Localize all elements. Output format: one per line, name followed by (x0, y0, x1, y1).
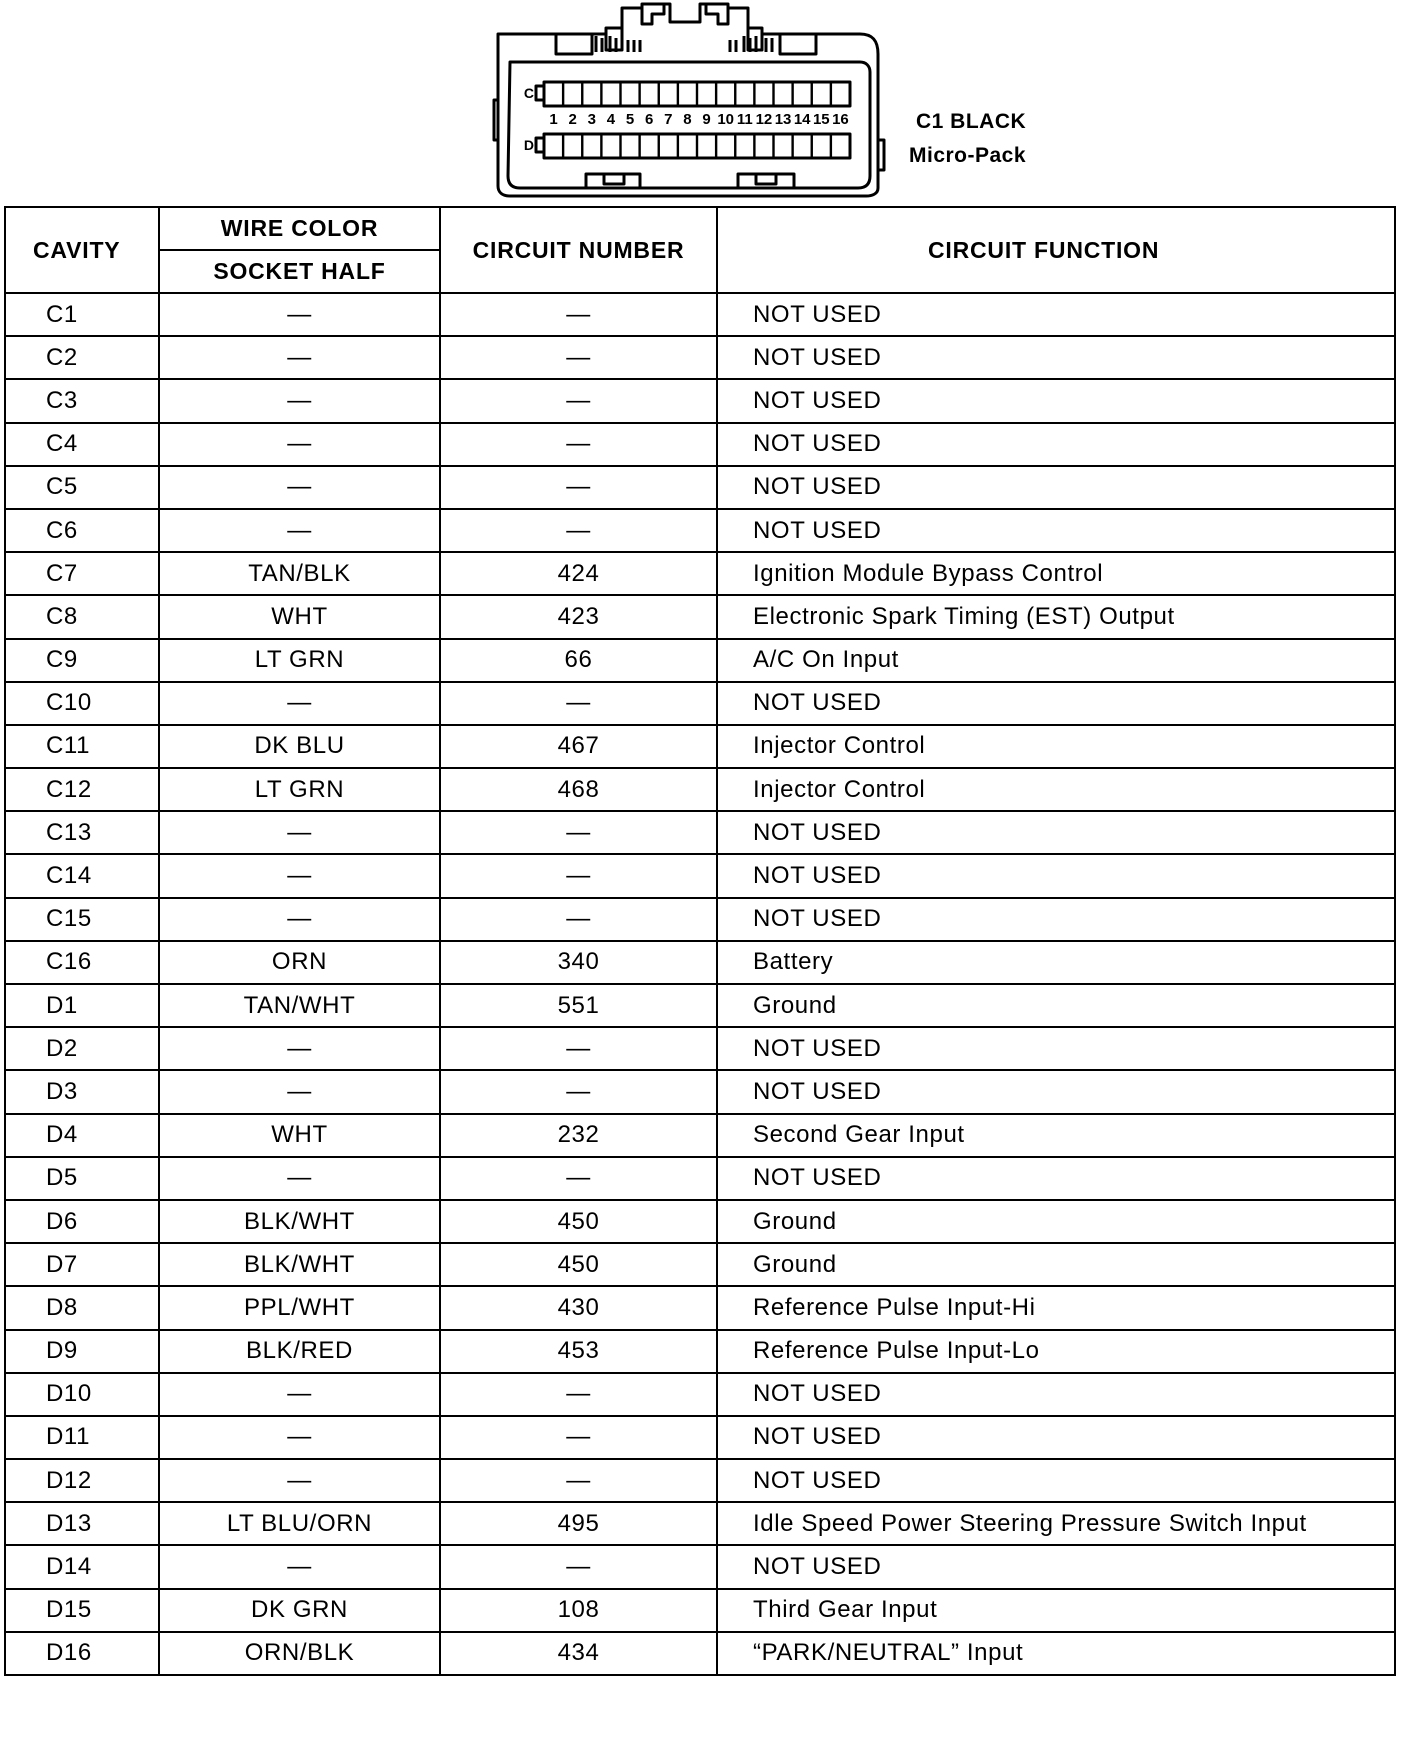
table-row (5, 768, 1395, 811)
circuit-number-cell: — (440, 466, 717, 509)
pin-number-label: 7 (664, 111, 673, 128)
table-row (5, 1070, 1395, 1113)
circuit-number-cell: — (440, 1459, 717, 1502)
table-row (5, 379, 1395, 422)
cavity-cell: D15 (5, 1589, 159, 1632)
row-c-marker: C (523, 85, 534, 101)
circuit-number-cell: 450 (440, 1200, 717, 1243)
circuit-number-cell: 434 (440, 1632, 717, 1675)
cavity-cell: D2 (5, 1027, 159, 1070)
cavity-cell: C8 (5, 595, 159, 638)
circuit-number-cell: 424 (440, 552, 717, 595)
wire-color-cell: — (159, 1070, 440, 1113)
wire-color-cell: — (159, 1373, 440, 1416)
table-row (5, 898, 1395, 941)
circuit-function-cell: Battery (717, 941, 1395, 984)
header-wire-color: WIRE COLOR (159, 207, 440, 250)
cavity-cell: C11 (5, 725, 159, 768)
cavity-cell: D7 (5, 1243, 159, 1286)
wire-color-cell: — (159, 682, 440, 725)
pin-number-label: 14 (793, 111, 811, 128)
wire-color-cell: WHT (159, 1114, 440, 1157)
circuit-function-cell: Ignition Module Bypass Control (717, 552, 1395, 595)
wire-color-cell: — (159, 1416, 440, 1459)
table-row (5, 1459, 1395, 1502)
circuit-function-cell: NOT USED (717, 293, 1395, 336)
cavity-cell: D4 (5, 1114, 159, 1157)
circuit-number-cell: — (440, 682, 717, 725)
cavity-cell: C9 (5, 639, 159, 682)
circuit-function-cell: NOT USED (717, 811, 1395, 854)
circuit-function-cell: Ground (717, 984, 1395, 1027)
circuit-number-cell: — (440, 1070, 717, 1113)
wire-color-cell: DK BLU (159, 725, 440, 768)
header-cavity: CAVITY (5, 207, 159, 293)
circuit-function-cell: Electronic Spark Timing (EST) Output (717, 595, 1395, 638)
circuit-function-cell: NOT USED (717, 509, 1395, 552)
cavity-cell: D13 (5, 1502, 159, 1545)
circuit-number-cell: — (440, 898, 717, 941)
table-row (5, 1243, 1395, 1286)
cavity-cell: D11 (5, 1416, 159, 1459)
circuit-function-cell: Reference Pulse Input-Lo (717, 1330, 1395, 1373)
cavity-cell: C1 (5, 293, 159, 336)
circuit-number-cell: 108 (440, 1589, 717, 1632)
pin-number-label: 15 (812, 111, 830, 128)
circuit-number-cell: 551 (440, 984, 717, 1027)
circuit-number-cell: — (440, 293, 717, 336)
table-row (5, 1157, 1395, 1200)
circuit-function-cell: NOT USED (717, 682, 1395, 725)
pin-number-label: 10 (717, 111, 735, 128)
wire-color-cell: — (159, 1459, 440, 1502)
table-row (5, 682, 1395, 725)
connector-bottom-tab-right (738, 174, 794, 188)
circuit-number-cell: 468 (440, 768, 717, 811)
cavity-cell: C12 (5, 768, 159, 811)
cavity-cell: D5 (5, 1157, 159, 1200)
wire-color-cell: PPL/WHT (159, 1286, 440, 1329)
table-row (5, 1114, 1395, 1157)
cavity-cell: C6 (5, 509, 159, 552)
table-row (5, 639, 1395, 682)
circuit-function-cell: NOT USED (717, 379, 1395, 422)
circuit-function-cell: Reference Pulse Input-Hi (717, 1286, 1395, 1329)
wire-color-cell: ORN/BLK (159, 1632, 440, 1675)
table-row (5, 1589, 1395, 1632)
circuit-number-cell: — (440, 1157, 717, 1200)
wire-color-cell: — (159, 379, 440, 422)
connector-top-lock-right (780, 34, 816, 54)
circuit-function-cell: NOT USED (717, 336, 1395, 379)
header-socket-half: SOCKET HALF (159, 250, 440, 293)
circuit-function-cell: NOT USED (717, 1416, 1395, 1459)
circuit-number-cell: 495 (440, 1502, 717, 1545)
circuit-number-cell: 450 (440, 1243, 717, 1286)
connector-type: Micro-Pack (909, 144, 1027, 167)
wire-color-cell: BLK/RED (159, 1330, 440, 1373)
wire-color-cell: — (159, 423, 440, 466)
table-row (5, 595, 1395, 638)
connector-top-lock-left (556, 34, 592, 54)
circuit-function-cell: NOT USED (717, 1459, 1395, 1502)
cavity-cell: D10 (5, 1373, 159, 1416)
table-row (5, 466, 1395, 509)
wire-color-cell: WHT (159, 595, 440, 638)
table-row (5, 1200, 1395, 1243)
cavity-cell: C16 (5, 941, 159, 984)
pin-number-label: 11 (736, 111, 753, 128)
circuit-number-cell: — (440, 1027, 717, 1070)
header-circuit-number: CIRCUIT NUMBER (440, 207, 717, 293)
circuit-function-cell: NOT USED (717, 1545, 1395, 1588)
cavity-cell: C3 (5, 379, 159, 422)
pin-number-label: 8 (683, 111, 692, 128)
table-row (5, 811, 1395, 854)
wire-color-cell: — (159, 466, 440, 509)
pin-number-label: 4 (606, 111, 616, 128)
wire-color-cell: ORN (159, 941, 440, 984)
table-row (5, 1632, 1395, 1675)
circuit-number-cell: — (440, 336, 717, 379)
row-d-marker: D (523, 137, 534, 153)
table-row (5, 293, 1395, 336)
circuit-number-cell: 232 (440, 1114, 717, 1157)
wire-color-cell: — (159, 336, 440, 379)
table-row (5, 1330, 1395, 1373)
circuit-function-cell: Injector Control (717, 768, 1395, 811)
header-circuit-function: CIRCUIT FUNCTION (717, 207, 1395, 293)
wire-color-cell: TAN/WHT (159, 984, 440, 1027)
pin-number-label: 5 (625, 111, 635, 128)
cavity-cell: D16 (5, 1632, 159, 1675)
pinout-table (4, 206, 1396, 1676)
cavity-cell: C4 (5, 423, 159, 466)
table-row (5, 854, 1395, 897)
wire-color-cell: LT BLU/ORN (159, 1502, 440, 1545)
cavity-cell: D3 (5, 1070, 159, 1113)
wire-color-cell: DK GRN (159, 1589, 440, 1632)
wire-color-cell: — (159, 1545, 440, 1588)
circuit-function-cell: NOT USED (717, 1070, 1395, 1113)
circuit-function-cell: NOT USED (717, 1373, 1395, 1416)
circuit-number-cell: — (440, 423, 717, 466)
circuit-number-cell: 430 (440, 1286, 717, 1329)
table-row (5, 509, 1395, 552)
pin-number-label: 16 (832, 111, 849, 128)
cavity-cell: C10 (5, 682, 159, 725)
circuit-function-cell: NOT USED (717, 854, 1395, 897)
cavity-cell: D12 (5, 1459, 159, 1502)
circuit-function-cell: “PARK/NEUTRAL” Input (717, 1632, 1395, 1675)
wire-color-cell: BLK/WHT (159, 1243, 440, 1286)
circuit-function-cell: NOT USED (717, 1027, 1395, 1070)
circuit-function-cell: A/C On Input (717, 639, 1395, 682)
wire-color-cell: — (159, 898, 440, 941)
cavity-cell: C2 (5, 336, 159, 379)
pin-number-label: 6 (645, 111, 654, 128)
circuit-number-cell: — (440, 1416, 717, 1459)
circuit-function-cell: Idle Speed Power Steering Pressure Switch Input (717, 1502, 1395, 1545)
connector-outer-shell (498, 4, 878, 196)
circuit-function-cell: Injector Control (717, 725, 1395, 768)
wire-color-cell: LT GRN (159, 639, 440, 682)
circuit-number-cell: 423 (440, 595, 717, 638)
connector-name: C1 BLACK (916, 110, 1027, 133)
cavity-cell: C7 (5, 552, 159, 595)
circuit-number-cell: — (440, 1373, 717, 1416)
wire-color-cell: — (159, 811, 440, 854)
pin-number-label: 13 (774, 111, 792, 128)
pin-number-label: 3 (587, 111, 596, 128)
circuit-function-cell: NOT USED (717, 466, 1395, 509)
table-row (5, 1502, 1395, 1545)
pin-number-label: 9 (702, 111, 711, 128)
circuit-function-cell: Ground (717, 1200, 1395, 1243)
wire-color-cell: TAN/BLK (159, 552, 440, 595)
wire-color-cell: BLK/WHT (159, 1200, 440, 1243)
cavity-cell: D9 (5, 1330, 159, 1373)
cavity-cell: C14 (5, 854, 159, 897)
cavity-cell: D8 (5, 1286, 159, 1329)
table-row (5, 984, 1395, 1027)
connector-bottom-tab-left (586, 174, 640, 188)
circuit-function-cell: Second Gear Input (717, 1114, 1395, 1157)
connector-diagram (0, 0, 1408, 200)
wire-color-cell: — (159, 509, 440, 552)
pinout-table-body (5, 293, 1395, 1675)
cavity-cell: C13 (5, 811, 159, 854)
pin-number-label: 12 (755, 111, 773, 128)
circuit-function-cell: Ground (717, 1243, 1395, 1286)
table-row (5, 941, 1395, 984)
wire-color-cell: — (159, 854, 440, 897)
table-row (5, 1373, 1395, 1416)
cavity-cell: D14 (5, 1545, 159, 1588)
table-row (5, 1027, 1395, 1070)
circuit-function-cell: Third Gear Input (717, 1589, 1395, 1632)
circuit-number-cell: — (440, 509, 717, 552)
wire-color-cell: — (159, 293, 440, 336)
circuit-number-cell: 453 (440, 1330, 717, 1373)
wire-color-cell: LT GRN (159, 768, 440, 811)
cavity-cell: D1 (5, 984, 159, 1027)
table-row (5, 1416, 1395, 1459)
pin-number-label: 2 (568, 111, 577, 128)
circuit-function-cell: NOT USED (717, 423, 1395, 466)
table-row (5, 1545, 1395, 1588)
table-row (5, 336, 1395, 379)
circuit-function-cell: NOT USED (717, 1157, 1395, 1200)
wire-color-cell: — (159, 1027, 440, 1070)
circuit-number-cell: 467 (440, 725, 717, 768)
circuit-number-cell: — (440, 1545, 717, 1588)
circuit-number-cell: — (440, 854, 717, 897)
wire-color-cell: — (159, 1157, 440, 1200)
circuit-number-cell: — (440, 379, 717, 422)
table-row (5, 552, 1395, 595)
cavity-cell: C5 (5, 466, 159, 509)
cavity-cell: C15 (5, 898, 159, 941)
cavity-cell: D6 (5, 1200, 159, 1243)
circuit-number-cell: 340 (440, 941, 717, 984)
table-row (5, 1286, 1395, 1329)
table-row (5, 725, 1395, 768)
circuit-function-cell: NOT USED (717, 898, 1395, 941)
circuit-number-cell: 66 (440, 639, 717, 682)
pin-number-label: 1 (549, 111, 558, 128)
table-row (5, 423, 1395, 466)
circuit-number-cell: — (440, 811, 717, 854)
